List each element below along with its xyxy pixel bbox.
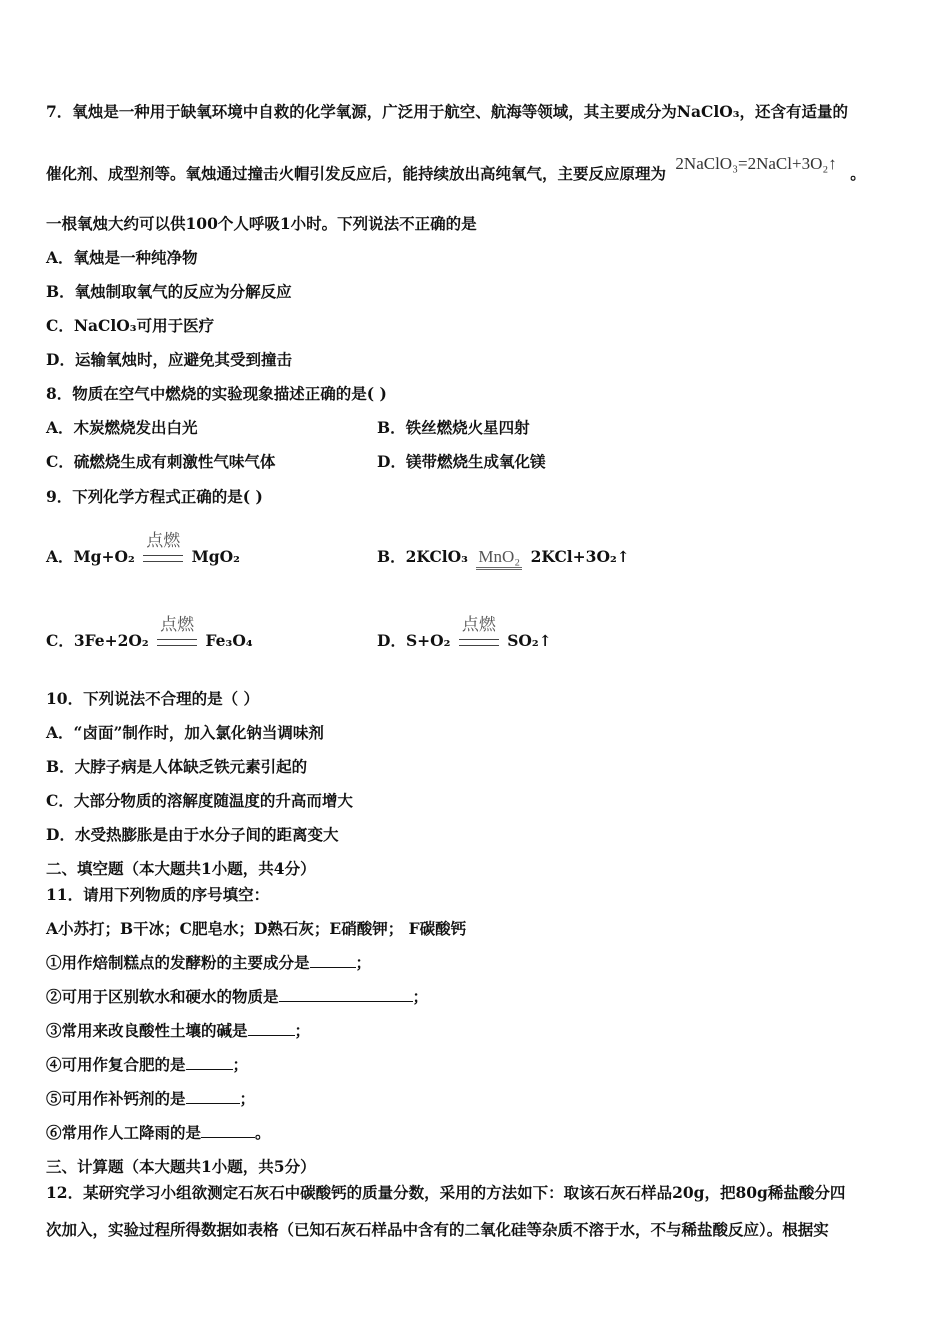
q9-option-c xyxy=(46,615,253,651)
equals-sign xyxy=(157,639,197,646)
q11-item-2-text: ②可用于区别软水和硬水的物质是 xyxy=(46,987,279,1006)
q7-line3: 一根氧烛大约可以供100个人呼吸1小时。下列说法不正确的是 xyxy=(46,214,477,233)
q8-option-d: D．镁带燃烧生成氧化镁 xyxy=(377,452,546,471)
q8-stem: 8．物质在空气中燃烧的实验现象描述正确的是( ) xyxy=(46,384,387,403)
section3-heading: 三、计算题（本大题共1小题，共5分） xyxy=(46,1157,316,1176)
q11-substances: A小苏打；B干冰；C肥皂水；D熟石灰；E硝酸钾； F碳酸钙 xyxy=(46,919,467,938)
q9-a-arrow xyxy=(143,531,183,565)
q11-item-4-end: ； xyxy=(232,1055,249,1074)
q9-b-left: B．2KClO₃ xyxy=(377,547,468,566)
q9-c-arrow xyxy=(157,615,197,649)
answer-blank[interactable] xyxy=(310,953,356,968)
q8-option-a: A．木炭燃烧发出白光 xyxy=(46,418,198,437)
answer-blank[interactable] xyxy=(248,1021,295,1036)
q9-option-d xyxy=(377,615,552,651)
answer-blank[interactable] xyxy=(186,1055,233,1070)
q11-item-5 xyxy=(46,1089,255,1109)
q9-d-right: SO₂↑ xyxy=(507,631,552,650)
q9-d-arrow xyxy=(459,615,499,649)
q9-c-left: C．3Fe+2O₂ xyxy=(46,631,149,650)
q7-option-a: A．氧烛是一种纯净物 xyxy=(46,248,198,267)
q11-item-3-end: ； xyxy=(294,1021,311,1040)
q12-line2: 次加入，实验过程所得数据如表格（已知石灰石样品中含有的二氧化硅等杂质不溶于水，不与稀盐酸反应）。根据实 xyxy=(46,1220,829,1239)
q11-item-6-end: 。 xyxy=(255,1123,271,1142)
q11-item-6 xyxy=(46,1123,271,1143)
q11-item-3 xyxy=(46,1021,310,1041)
q11-item-5-end: ； xyxy=(239,1089,256,1108)
q10-option-b: B．大脖子病是人体缺乏铁元素引起的 xyxy=(46,757,308,776)
q11-item-2-end: ； xyxy=(412,987,429,1006)
section2-heading: 二、填空题（本大题共1小题，共4分） xyxy=(46,859,316,878)
q7-line2-end: 。 xyxy=(850,164,866,183)
answer-blank[interactable] xyxy=(201,1123,255,1138)
q8-option-b: B．铁丝燃烧火星四射 xyxy=(377,418,530,437)
q11-item-3-text: ③常用来改良酸性土壤的碱是 xyxy=(46,1021,248,1040)
q11-item-4-text: ④可用作复合肥的是 xyxy=(46,1055,186,1074)
q11-item-1-text: ①用作焙制糕点的发酵粉的主要成分是 xyxy=(46,953,310,972)
answer-blank[interactable] xyxy=(186,1089,240,1104)
q11-item-4 xyxy=(46,1055,248,1075)
answer-blank[interactable] xyxy=(279,987,413,1002)
q9-c-condition: 点燃 xyxy=(160,615,195,635)
q9-d-left: D．S+O₂ xyxy=(377,631,451,650)
q8-option-c: C．硫燃烧生成有刺激性气味气体 xyxy=(46,452,276,471)
q9-option-a xyxy=(46,531,240,567)
q11-item-2 xyxy=(46,987,428,1007)
q9-a-right: MgO₂ xyxy=(191,547,240,566)
q9-d-condition: 点燃 xyxy=(461,615,496,635)
q7-line2 xyxy=(46,154,866,184)
q7-option-d: D．运输氧烛时，应避免其受到撞击 xyxy=(46,350,292,369)
q9-a-left: A．Mg+O₂ xyxy=(46,547,135,566)
q7-line2-text: 催化剂、成型剂等。氧烛通过撞击火帽引发反应后，能持续放出高纯氧气，主要反应原理为 xyxy=(46,164,667,183)
q10-option-d: D．水受热膨胀是由于水分子间的距离变大 xyxy=(46,825,339,844)
q9-stem: 9．下列化学方程式正确的是( ) xyxy=(46,487,263,506)
q9-option-b xyxy=(377,547,630,570)
q10-option-a: A．“卤面”制作时，加入氯化钠当调味剂 xyxy=(46,723,324,742)
q7-option-c: C．NaClO₃可用于医疗 xyxy=(46,316,215,335)
q11-item-1 xyxy=(46,953,371,973)
q12-line1: 12．某研究学习小组欲测定石灰石中碳酸钙的质量分数，采用的方法如下：取该石灰石样品20g，把80g稀盐酸分四 xyxy=(46,1183,846,1202)
q11-item-1-end: ； xyxy=(355,953,372,972)
q11-item-6-text: ⑥常用作人工降雨的是 xyxy=(46,1123,202,1142)
q9-b-right: 2KCl+3O₂↑ xyxy=(530,547,630,566)
q11-item-5-text: ⑤可用作补钙剂的是 xyxy=(46,1089,186,1108)
equals-sign xyxy=(459,639,499,646)
q9-b-catalyst: MnO₂ xyxy=(476,547,522,570)
q9-c-right: Fe₃O₄ xyxy=(205,631,253,650)
q7-line1: 7．氧烛是一种用于缺氧环境中自救的化学氧源，广泛用于航空、航海等领域，其主要成分为NaClO₃，还含有适量的 xyxy=(46,102,849,121)
equals-sign xyxy=(143,555,183,562)
q11-stem: 11．请用下列物质的序号填空： xyxy=(46,885,270,904)
q7-option-b: B．氧烛制取氧气的反应为分解反应 xyxy=(46,282,292,301)
q10-option-c: C．大部分物质的溶解度随温度的升高而增大 xyxy=(46,791,353,810)
q10-stem: 10．下列说法不合理的是（ ） xyxy=(46,689,259,708)
q9-a-condition: 点燃 xyxy=(146,531,181,551)
q7-equation: 2NaClO₃=2NaCl+3O₂↑ xyxy=(675,154,837,173)
